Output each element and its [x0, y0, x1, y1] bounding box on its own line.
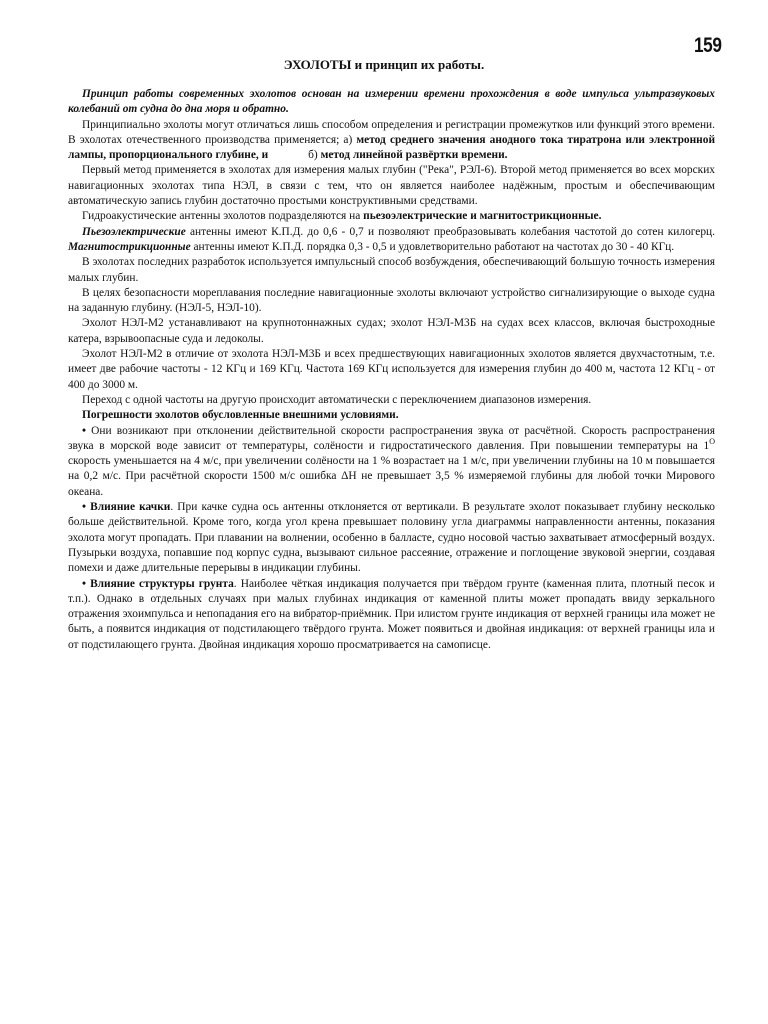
antenna-types: пьезоэлектрические и магнитострикционные.: [363, 210, 602, 223]
ground-influence-text: . Наиболее чёткая индикация получается при твёрдом грунте (каменная плита, плотный песок и т.п.). Однако в отдельных случаях при малых глубинах индикация от каменной плиты может пропадать ввиду зеркального отражения эхоимпульса и непопадания его на вибратор-приёмник. При илистом грунте индикация от верхней границы ила может не быть, а появится индикация от подстилающего твёрдого грунта. Может появиться и двойная индикация: от верхней границы ила и от подстилающего грунта. Двойная индикация хорошо просматривается на самописце.: [68, 577, 716, 651]
paragraph-switching: [68, 393, 715, 408]
pulse-text: В эхолотах последних разработок используется импульсный способ возбуждения, обеспечивающий большую точность измерения малых глубин.: [68, 256, 715, 284]
paragraph-antennas: [68, 209, 715, 224]
roll-influence-heading: • Влияние качки: [82, 501, 171, 514]
method-a: метод среднего значения анодного тока тиратрона или электронной лампы, пропорционального глубине, и: [68, 133, 716, 162]
paragraph-ground-influence: [68, 577, 715, 653]
methods-text: Принципиально эхолоты могут отличаться лишь способом определения и регистрации промежутков или функций этого времени. В эхолотах отечественного производства применяется; а): [68, 118, 715, 146]
paragraph-safety: [68, 286, 715, 317]
paragraph-installation: [68, 316, 715, 347]
page-number: 159: [694, 34, 722, 57]
errors-heading: Погрешности эхолотов обусловленные внешними условиями.: [82, 409, 399, 422]
paragraph-pulse: [68, 255, 715, 286]
magneto-text: антенны имеют К.П.Д. порядка 0,3 - 0,5 и удовлетворительно работают на частотах до 30 - 40 КГц.: [190, 240, 675, 253]
method-b: метод линейной развёртки времени.: [320, 149, 508, 162]
degree-sup: O: [709, 436, 715, 446]
first-method-text: Первый метод применяется в эхолотах для измерения малых глубин ("Река", РЭЛ-6). Второй метод применяется во всех морских навигационных эхолотах типа НЭЛ, в связи с тем, что он является наиболее надёжным, простым и обеспечивающим автоматическую запись глубин достаточно простыми конструктивными средствами.: [68, 164, 715, 208]
piezo-term: Пьезоэлектрические: [82, 225, 186, 238]
bullet-icon: •: [82, 424, 92, 437]
paragraph-antenna-efficiency: [68, 225, 715, 256]
paragraph-first-method: [68, 163, 715, 209]
piezo-text: антенны имеют К.П.Д. до 0,6 - 0,7 и позволяют преобразовывать колебания частотой до сотен килогерц.: [185, 225, 715, 238]
paragraph-roll-influence: [68, 500, 715, 576]
paragraph-methods: [68, 118, 715, 164]
sound-speed-text-cont: скорость уменьшается на 4 м/с, при увеличении солёности на 1 % возрастает на 1 м/с, при увеличении глубины на 10 м повышается на 0,2 м/с. При расчётной скорости 1500 м/с ошибка ΔН не превышает 3,5 % измеряемой глубины для любой точки Мирового океана.: [68, 455, 715, 498]
installation-text: Эхолот НЭЛ-М2 устанавливают на крупнотоннажных судах; эхолот НЭЛ-М3Б на судах всех классов, включая быстроходные катера, взрывоопасные суда и ледоколы.: [68, 317, 715, 345]
safety-text: В целях безопасности мореплавания последние навигационные эхолоты включают устройство сигнализирующие о выходе судна на заданную глубину. (НЭЛ-5, НЭЛ-10).: [68, 286, 715, 315]
sound-speed-text: Они возникают при отклонении действительной скорости распространения звука от расчётной. Скорость распространения звука в морской воде зависит от температуры, солёности и гидростатического давления. При повышении температуры на 1: [68, 424, 715, 452]
page-title: ЭХОЛОТЫ и принцип их работы.: [283, 57, 485, 72]
magneto-term: Магнитострикционные: [68, 240, 191, 253]
antennas-text: Гидроакустические антенны эхолотов подразделяются на: [82, 210, 364, 223]
document-body: [68, 87, 715, 653]
paragraph-errors-heading: [68, 408, 715, 423]
method-b-label: б): [308, 149, 321, 162]
dual-frequency-text: Эхолот НЭЛ-М2 в отличие от эхолота НЭЛ-М3Б и всех предшествующих навигационных эхолотов является двухчастотным, т.е. имеет две рабочие частоты - 12 КГц и 169 КГц. Частота 169 КГц используется для измерения глубин до 400 м, частота 12 КГц - от 400 до 3000 м.: [68, 348, 715, 391]
intro-text: Принцип работы современных эхолотов основан на измерении времени прохождения в воде импульса ультразвуковых колебаний от судна до дна моря и обратно.: [68, 88, 715, 116]
paragraph-intro: [68, 87, 715, 118]
ground-influence-heading: • Влияние структуры грунта: [82, 577, 234, 590]
roll-influence-text: . При качке судна ось антенны отклоняется от вертикали. В результате эхолот показывает глубину несколько больше действительной. Кроме того, когда угол крена превышает половину угла диаграммы направленности антенны, показания эхолота могут пропадать. При плавании на волнении, особенно в балласте, судно носовой частью захватывает атмосферный воздух. Пузырьки воздуха, попавшие под корпус судна, вызывают сильное рассеяние, отражение и поглощение звуковой энергии, создавая помехи и даже длительные перерывы в индикации глубины.: [68, 501, 715, 575]
paragraph-sound-speed: [68, 424, 715, 500]
switching-text: Переход с одной частоты на другую происходит автоматически с переключением диапазонов измерения.: [82, 393, 592, 406]
paragraph-dual-frequency: [68, 347, 715, 393]
